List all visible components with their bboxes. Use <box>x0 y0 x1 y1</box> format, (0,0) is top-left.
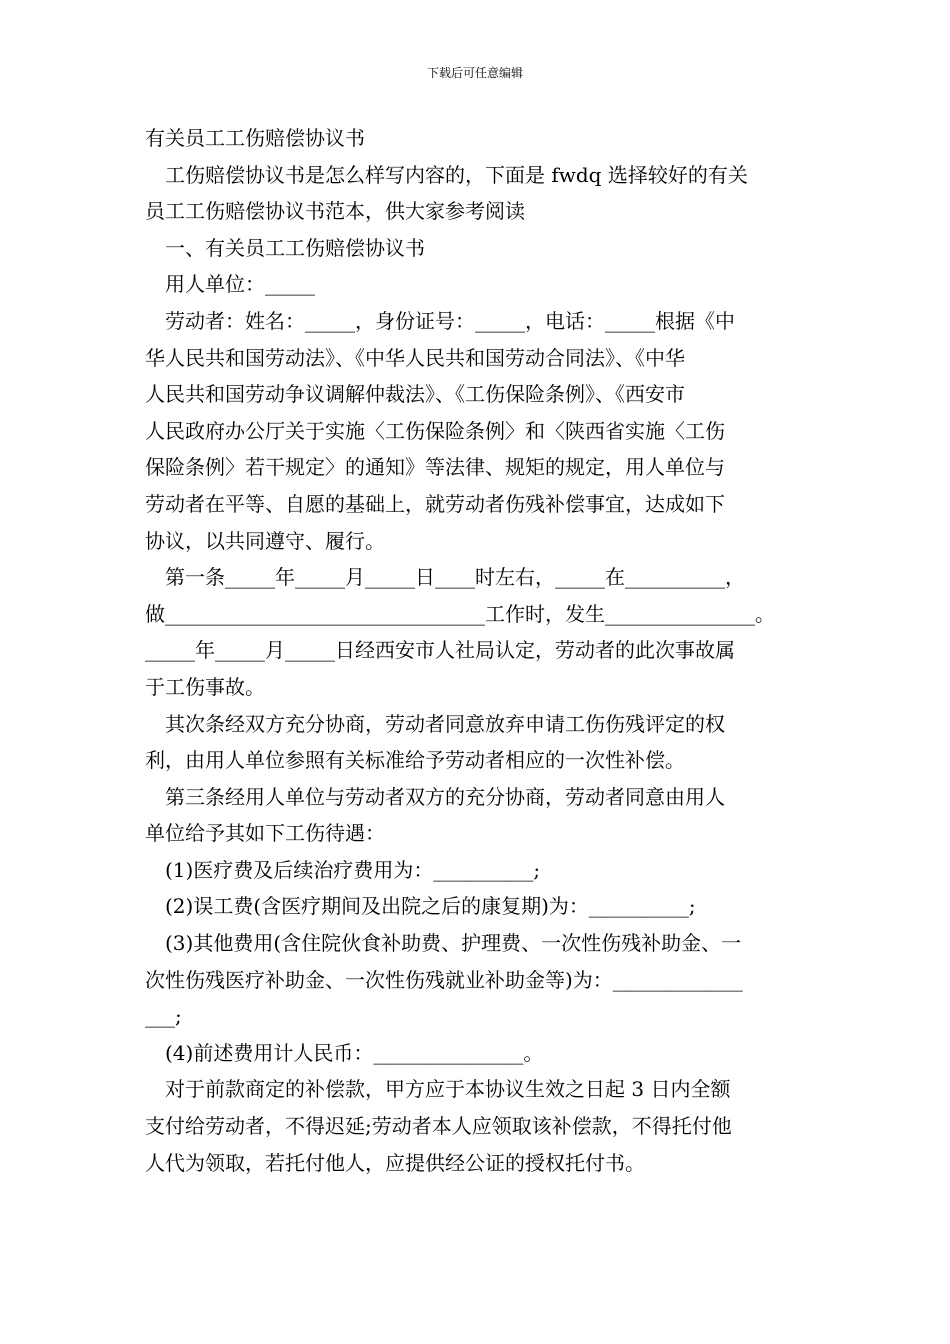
text-line: 用人单位：_____ <box>165 272 315 297</box>
text-line: 劳动者：姓名：_____，身份证号：_____，电话：_____根据《中 <box>165 308 735 333</box>
text-line: 协议，以共同遵守、履行。 <box>145 528 385 553</box>
text-line: ___; <box>145 1004 182 1029</box>
text-line: 支付给劳动者，不得迟延;劳动者本人应领取该补偿款，不得托付他 <box>145 1114 732 1139</box>
text-line: 人民政府办公厅关于实施〈工伤保险条例〉和〈陕西省实施〈工伤 <box>145 418 725 443</box>
text-line: (2)误工费(含医疗期间及出院之后的康复期)为：__________; <box>165 894 696 919</box>
text-line: 劳动者在平等、自愿的基础上，就劳动者伤残补偿事宜，达成如下 <box>145 491 725 516</box>
text-line: 工伤赔偿协议书是怎么样写内容的，下面是 fwdq 选择较好的有关 <box>165 162 748 187</box>
text-line: 人民共和国劳动争议调解仲裁法》、《工伤保险条例》、《西安市 <box>145 382 685 407</box>
text-line: 第三条经用人单位与劳动者双方的充分协商，劳动者同意由用人 <box>165 784 725 809</box>
document-title: 有关员工工伤赔偿协议书 <box>145 126 365 150</box>
text-line: 员工工伤赔偿协议书范本，供大家参考阅读 <box>145 199 525 224</box>
text-line: 做________________________________工作时，发生_______________。 <box>145 601 775 626</box>
text-line: 次性伤残医疗补助金、一次性伤残就业补助金等)为：_____________ <box>145 967 743 992</box>
text-line: 第一条_____年_____月_____日____时左右，_____在__________， <box>165 565 745 590</box>
header-note: 下载后可任意编辑 <box>426 66 523 80</box>
section-heading: 一、有关员工工伤赔偿协议书 <box>165 235 425 260</box>
text-line: 于工伤事故。 <box>145 674 265 699</box>
text-line: (3)其他费用(含住院伙食补助费、护理费、一次性伤残补助金、一 <box>165 931 742 956</box>
text-line: 对于前款商定的补偿款，甲方应于本协议生效之日起 3 日内全额 <box>165 1077 731 1102</box>
text-line: 华人民共和国劳动法》、《中华人民共和国劳动合同法》、《中华 <box>145 345 685 370</box>
text-line: (4)前述费用计人民币：_______________。 <box>165 1040 544 1065</box>
text-line: 人代为领取，若托付他人，应提供经公证的授权托付书。 <box>145 1150 645 1175</box>
text-line: 利，由用人单位参照有关标准给予劳动者相应的一次性补偿。 <box>145 748 685 773</box>
text-line: 其次条经双方充分协商，劳动者同意放弃申请工伤伤残评定的权 <box>165 711 725 736</box>
text-line: 保险条例〉若干规定〉的通知》等法律、规矩的规定，用人单位与 <box>145 455 725 480</box>
text-line: 单位给予其如下工伤待遇： <box>145 821 385 846</box>
text-line: (1)医疗费及后续治疗费用为：__________; <box>165 857 541 882</box>
text-line: _____年_____月_____日经西安市人社局认定，劳动者的此次事故属 <box>145 638 735 663</box>
document-body <box>145 120 815 1181</box>
